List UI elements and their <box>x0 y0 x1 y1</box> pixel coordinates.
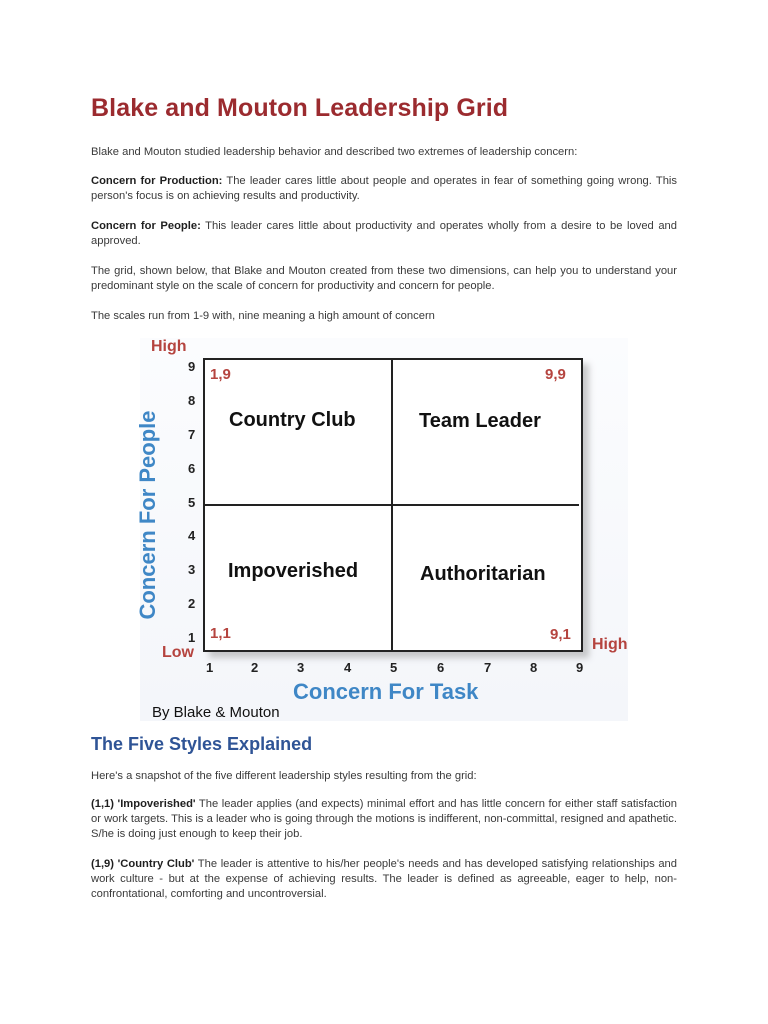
grid-paragraph: The grid, shown below, that Blake and Mouton created from these two dimensions, can help you to understand your predominant style on the scale of concern for productivity and concern for people. <box>91 265 677 292</box>
style-country-club-text: The leader is attentive to his/her people's needs and has developed satisfying relationships and work culture - but at the expense of achieving results. The leader is defined as agreeable, eager to help, non-confrontational, comforting and uncontroversial. <box>91 858 677 900</box>
x-tick-3: 3 <box>297 660 305 675</box>
y-tick-7: 7 <box>188 427 196 442</box>
figure-credit: By Blake & Mouton <box>152 704 280 721</box>
style-country-club-label: (1,9) 'Country Club' <box>91 858 195 870</box>
x-tick-8: 8 <box>530 660 538 675</box>
x-high-label: High <box>592 636 628 653</box>
y-tick-4: 4 <box>188 528 196 543</box>
x-tick-9: 9 <box>576 660 584 675</box>
x-tick-2: 2 <box>251 660 259 675</box>
quadrant-team-leader: Team Leader <box>419 410 541 432</box>
quadrant-impoverished: Impoverished <box>228 560 359 582</box>
corner-label-1-9: 1,9 <box>210 366 231 383</box>
y-axis-title: Concern For People <box>135 410 160 620</box>
people-text: This leader cares little about productivity and operates wholly from a desire to be loved and approved. <box>91 220 677 247</box>
production-paragraph <box>91 174 677 204</box>
y-tick-1: 1 <box>188 630 196 645</box>
y-tick-8: 8 <box>188 393 196 408</box>
y-tick-9: 9 <box>188 359 196 374</box>
x-tick-7: 7 <box>484 660 492 675</box>
low-label: Low <box>162 644 194 661</box>
page-title: Blake and Mouton Leadership Grid <box>91 94 509 122</box>
corner-label-1-1: 1,1 <box>210 625 231 642</box>
people-paragraph <box>91 219 677 249</box>
corner-label-9-1: 9,1 <box>550 626 571 643</box>
x-tick-4: 4 <box>344 660 352 675</box>
production-text: The leader cares little about people and operates in fear of something going wrong. This person's focus is on achieving results and productivity. <box>91 175 677 202</box>
section-title: The Five Styles Explained <box>91 734 313 754</box>
scales-note: The scales run from 1-9 with, nine meaning a high amount of concern <box>91 310 435 322</box>
intro-paragraph: Blake and Mouton studied leadership behavior and described two extremes of leadership concern: <box>91 146 578 158</box>
y-tick-2: 2 <box>188 596 196 611</box>
people-label: Concern for People: <box>91 220 201 232</box>
style-impoverished-paragraph <box>91 797 677 842</box>
snapshot-paragraph: Here's a snapshot of the five different leadership styles resulting from the grid: <box>91 770 477 782</box>
quadrant-authoritarian: Authoritarian <box>420 563 546 585</box>
production-label: Concern for Production: <box>91 175 223 187</box>
leadership-grid-figure <box>135 338 628 721</box>
y-tick-3: 3 <box>188 562 196 577</box>
grid-horizontal-divider <box>205 504 579 506</box>
style-impoverished-text: The leader applies (and expects) minimal effort and has little concern for either staff satisfaction or work targets. This is a leader who is going through the motions is indifferent, non-committal, resigned and apathetic. S/he is doing just enough to keep their job. <box>91 798 677 840</box>
y-tick-5: 5 <box>188 495 196 510</box>
corner-label-9-9: 9,9 <box>545 366 566 383</box>
style-impoverished-label: (1,1) 'Impoverished' <box>91 798 196 810</box>
y-high-label: High <box>151 338 187 355</box>
x-tick-5: 5 <box>390 660 398 675</box>
x-tick-1: 1 <box>206 660 214 675</box>
style-country-club-paragraph <box>91 857 677 902</box>
x-axis-title: Concern For Task <box>293 679 479 704</box>
y-tick-6: 6 <box>188 461 196 476</box>
quadrant-country-club: Country Club <box>229 409 356 431</box>
x-tick-6: 6 <box>437 660 445 675</box>
